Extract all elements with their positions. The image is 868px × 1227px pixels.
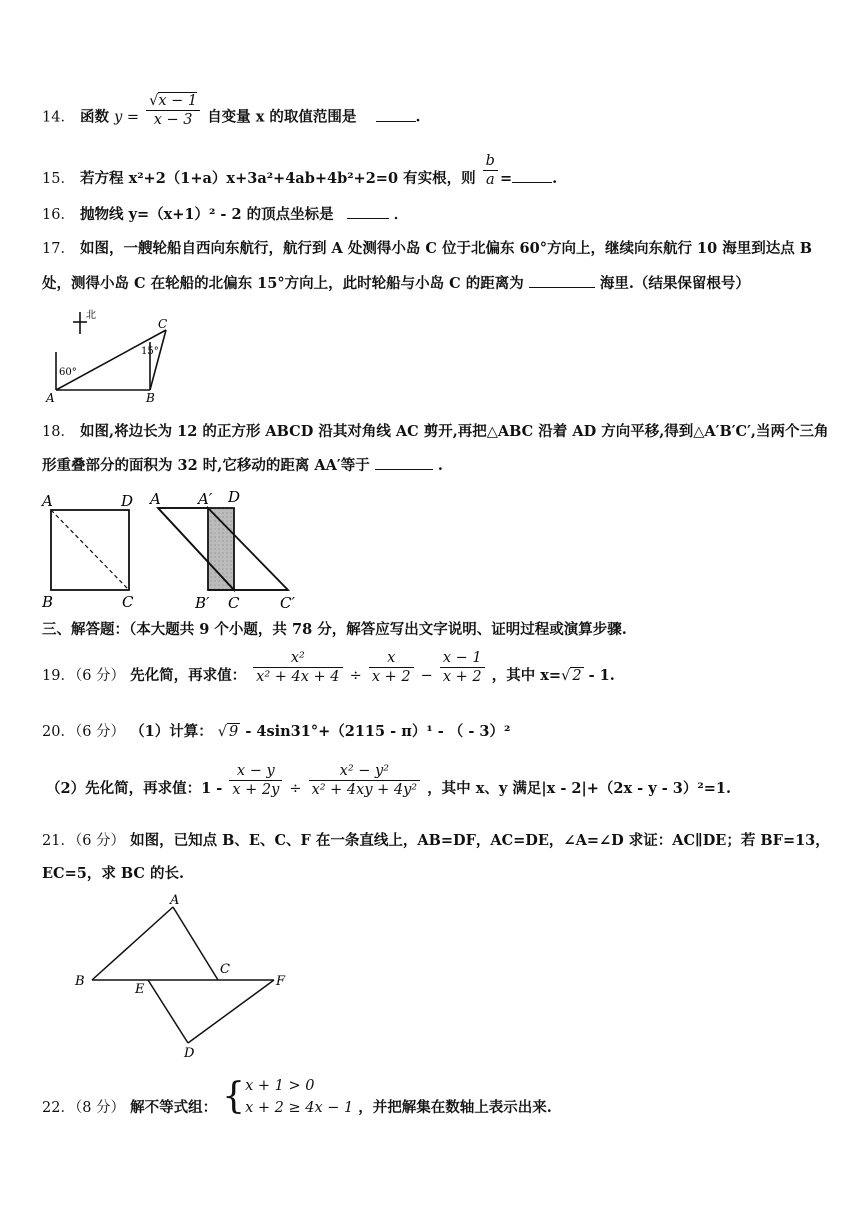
question-text: 处，测得小岛 C 在轮船的北偏东 15°方向上，此时轮船与小岛 C 的距离为 bbox=[42, 275, 524, 292]
question-number: 18． bbox=[42, 424, 75, 440]
segment-ed bbox=[148, 980, 188, 1043]
point-a-label: A bbox=[46, 391, 55, 404]
fraction-3 bbox=[440, 649, 485, 686]
ship-figure bbox=[40, 302, 180, 404]
label-d: D bbox=[184, 1046, 195, 1061]
left-brace: { bbox=[222, 1076, 246, 1117]
fraction-denominator: x² + 4x + 4 bbox=[256, 668, 340, 685]
question-text: 如图，一艘轮船自西向东航行，航行到 A 处测得小岛 C 位于北偏东 60°方向上，继续向东航行 10 海里到达点 B bbox=[80, 240, 813, 257]
label-a-right: A bbox=[150, 490, 161, 508]
question-14 bbox=[42, 93, 421, 129]
question-text: ，其中 x、y 满足|x - 2|+（2x - y - 3）²=1. bbox=[427, 780, 732, 797]
fraction-numerator: b bbox=[483, 152, 498, 171]
label-c-right: C bbox=[228, 594, 240, 612]
label-b-prime: B′ bbox=[195, 594, 210, 612]
point-c-label: C bbox=[158, 317, 168, 331]
label-a-prime: A′ bbox=[198, 490, 213, 508]
question-end: . bbox=[437, 457, 443, 474]
part-label: （1）计算： bbox=[130, 723, 213, 740]
question-text: 如图,将边长为 12 的正方形 ABCD 沿其对角线 AC 剪开,再把△ABC 沿着 AD 方向平移,得到△A′B′C′,当两个三角 bbox=[80, 423, 829, 440]
question-15 bbox=[42, 152, 558, 189]
diagonal-ac bbox=[51, 510, 129, 590]
fraction-numerator: x² − y² bbox=[309, 762, 421, 781]
question-17-line1 bbox=[42, 239, 812, 259]
fraction-2 bbox=[309, 762, 421, 799]
divide-sign: ÷ bbox=[349, 668, 362, 684]
question-number: 20．（6 分） bbox=[42, 724, 126, 740]
inequality-1: x + 1 > 0 bbox=[245, 1078, 315, 1094]
question-lead: 解不等式组： bbox=[130, 1099, 218, 1116]
label-a: A bbox=[42, 492, 53, 510]
label-d-right: D bbox=[228, 488, 241, 506]
fraction-denominator: x² + 4xy + 4y² bbox=[311, 781, 418, 798]
fraction-denominator: x + 2y bbox=[232, 781, 280, 798]
label-f: F bbox=[276, 974, 286, 989]
label-b: B bbox=[75, 974, 85, 989]
question-21-line2: EC=5，求 BC 的长. bbox=[42, 865, 185, 882]
question-text: 海里.（结果保留根号） bbox=[599, 275, 750, 292]
question-number: 16． bbox=[42, 207, 75, 223]
segment-bc bbox=[150, 330, 166, 390]
inequality-2: x + 2 ≥ 4x − 1 bbox=[245, 1100, 354, 1116]
question-end: . bbox=[415, 108, 421, 126]
fraction-numerator: x − y bbox=[229, 762, 282, 781]
answer-blank[interactable] bbox=[512, 168, 552, 183]
question-number: 22．（8 分） bbox=[42, 1100, 126, 1116]
question-text: 抛物线 y=（x+1）² - 2 的顶点坐标是 bbox=[80, 206, 334, 223]
fraction-1 bbox=[253, 649, 342, 686]
radicand: 2 bbox=[572, 668, 582, 684]
answer-blank[interactable] bbox=[375, 455, 433, 470]
question-18-line1 bbox=[42, 422, 828, 442]
question-text: ，并把解集在数轴上表示出来. bbox=[358, 1099, 552, 1116]
label-e: E bbox=[135, 982, 145, 997]
label-c-prime: C′ bbox=[280, 594, 295, 612]
equals-sign: = bbox=[499, 170, 513, 187]
fraction-numerator: √x − 1 bbox=[146, 92, 200, 111]
sqrt-9: √ 9 bbox=[217, 724, 239, 740]
fraction-denominator: x − 3 bbox=[153, 112, 193, 128]
radicand: x − 1 bbox=[158, 93, 198, 109]
inequality-system bbox=[222, 1075, 353, 1119]
label-c: C bbox=[220, 962, 230, 977]
question-18-line2 bbox=[42, 455, 443, 476]
fraction-numerator: x bbox=[369, 649, 414, 668]
segment-ac bbox=[173, 907, 218, 980]
question-20-part1 bbox=[42, 722, 510, 742]
question-number: 15． bbox=[42, 171, 75, 187]
angle-b-label: 15° bbox=[141, 346, 159, 357]
question-text: ，其中 x= bbox=[491, 667, 562, 684]
question-lead: 先化简，再求值： bbox=[130, 667, 247, 684]
question-text: - 4sin31°+（2115 - π）¹ - （ - 3）² bbox=[245, 723, 511, 740]
answer-blank[interactable] bbox=[529, 273, 595, 288]
label-d: D bbox=[121, 492, 134, 510]
radicand: 9 bbox=[229, 724, 239, 740]
question-lead: 函数 bbox=[80, 108, 110, 126]
question-text: 如图，已知点 B、E、C、F 在一条直线上，AB=DF，AC=DE，∠A=∠D 求证：AC∥DE；若 BF=13， bbox=[130, 832, 830, 849]
fraction-numerator: x − 1 bbox=[440, 649, 485, 668]
square-figure bbox=[38, 484, 308, 616]
function-fraction bbox=[146, 92, 200, 129]
divide-sign: ÷ bbox=[289, 781, 302, 797]
segment-ba bbox=[92, 907, 173, 980]
question-19 bbox=[42, 649, 615, 686]
answer-blank[interactable] bbox=[347, 204, 389, 219]
question-22 bbox=[42, 1076, 552, 1119]
question-21-line1 bbox=[42, 831, 830, 851]
fraction-numerator: x² bbox=[253, 649, 342, 668]
question-20-part2 bbox=[46, 762, 732, 799]
label-a: A bbox=[170, 893, 180, 908]
function-y: y = bbox=[114, 109, 140, 126]
question-number: 17． bbox=[42, 241, 75, 257]
part-label: （2）先化简，再求值：1 - bbox=[46, 780, 223, 797]
question-number: 19．（6 分） bbox=[42, 668, 126, 684]
question-text: 自变量 x 的取值范围是 bbox=[207, 108, 357, 126]
answer-blank[interactable] bbox=[376, 107, 416, 122]
question-text: 形重叠部分的面积为 32 时,它移动的距离 AA′等于 bbox=[42, 457, 370, 474]
fraction-denominator: x + 2 bbox=[442, 668, 482, 685]
point-b-label: B bbox=[146, 391, 155, 404]
question-text: - 1. bbox=[583, 667, 615, 684]
triangles-figure bbox=[70, 893, 295, 1063]
section-3-heading: 三、解答题：（本大题共 9 个小题，共 78 分，解答应写出文字说明、证明过程或演算步骤. bbox=[42, 621, 627, 638]
fraction-1 bbox=[229, 762, 282, 799]
label-c: C bbox=[122, 593, 134, 611]
segment-df bbox=[188, 980, 274, 1043]
ba-fraction bbox=[483, 152, 498, 189]
fraction-2 bbox=[369, 649, 414, 686]
fraction-denominator: a bbox=[485, 171, 495, 188]
fraction-denominator: x + 2 bbox=[371, 668, 411, 685]
question-number: 14． bbox=[42, 109, 75, 126]
north-label: 北 bbox=[86, 310, 96, 321]
question-number: 21．（6 分） bbox=[42, 833, 126, 849]
label-b: B bbox=[42, 593, 54, 611]
question-end: ． bbox=[393, 206, 409, 223]
question-text: 若方程 x²+2（1+a）x+3a²+4ab+4b²+2=0 有实根，则 bbox=[80, 170, 476, 187]
question-16 bbox=[42, 204, 408, 225]
angle-a-label: 60° bbox=[59, 367, 77, 378]
question-end: . bbox=[552, 170, 558, 187]
sqrt-2: √ 2 bbox=[561, 668, 582, 684]
question-17-line2 bbox=[42, 273, 750, 294]
minus-sign: − bbox=[420, 668, 433, 684]
inequality-list bbox=[245, 1075, 353, 1119]
